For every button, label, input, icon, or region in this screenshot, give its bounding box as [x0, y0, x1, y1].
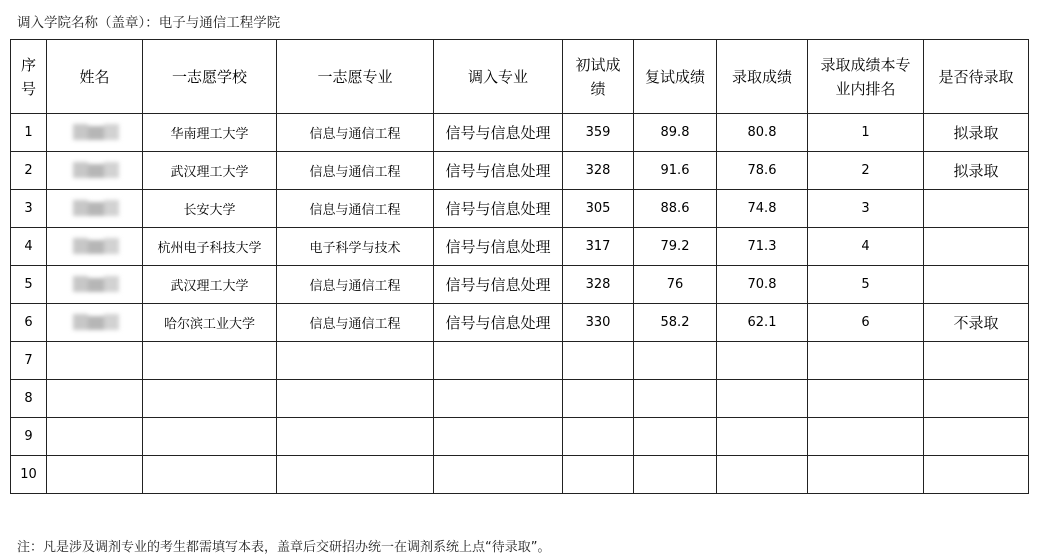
first-choice-major	[277, 418, 434, 456]
redacted-name-mosaic	[73, 124, 119, 142]
name-cell	[47, 152, 143, 190]
table-row	[11, 190, 1029, 228]
row-number: 4	[11, 228, 47, 266]
name-cell	[47, 190, 143, 228]
initial-score: 359	[563, 114, 634, 152]
column-header-line: 姓名	[79, 67, 110, 86]
initial-score: 330	[563, 304, 634, 342]
transfer-major	[434, 456, 563, 494]
admission-score: 78.6	[717, 152, 808, 190]
first-choice-school: 华南理工大学	[143, 114, 277, 152]
admission-status	[924, 380, 1029, 418]
first-choice-major: 信息与通信工程	[277, 152, 434, 190]
admission-status	[924, 418, 1029, 456]
table-row	[11, 266, 1029, 304]
first-choice-major	[277, 342, 434, 380]
name-cell	[47, 266, 143, 304]
column-header	[47, 40, 143, 114]
table-row	[11, 456, 1029, 494]
name-cell	[47, 114, 143, 152]
column-header	[11, 40, 47, 114]
admission-score: 62.1	[717, 304, 808, 342]
admission-score: 80.8	[717, 114, 808, 152]
column-header-line: 业内排名	[835, 79, 896, 98]
table-row	[11, 380, 1029, 418]
document-header: 调入学院名称（盖章）：电子与通信工程学院	[17, 15, 281, 31]
retest-score: 76	[634, 266, 717, 304]
admission-status	[924, 456, 1029, 494]
first-choice-school: 武汉理工大学	[143, 266, 277, 304]
first-choice-school	[143, 380, 277, 418]
first-choice-school	[143, 418, 277, 456]
transfer-major	[434, 342, 563, 380]
column-header	[808, 40, 924, 114]
retest-score: 79.2	[634, 228, 717, 266]
rank-in-major: 3	[808, 190, 924, 228]
first-choice-school	[143, 456, 277, 494]
column-header-line: 号	[20, 79, 36, 98]
column-header	[434, 40, 563, 114]
retest-score	[634, 456, 717, 494]
name-cell	[47, 380, 143, 418]
first-choice-major: 信息与通信工程	[277, 304, 434, 342]
initial-score	[563, 456, 634, 494]
first-choice-major: 信息与通信工程	[277, 266, 434, 304]
admission-score: 70.8	[717, 266, 808, 304]
redacted-name-mosaic	[73, 276, 119, 294]
admission-status	[924, 266, 1029, 304]
admission-score	[717, 342, 808, 380]
first-choice-school: 武汉理工大学	[143, 152, 277, 190]
table-body	[11, 114, 1029, 494]
rank-in-major	[808, 380, 924, 418]
column-header-line: 调入专业	[467, 67, 528, 86]
admission-status: 拟录取	[924, 152, 1029, 190]
redacted-name-mosaic	[73, 314, 119, 332]
transfer-major: 信号与信息处理	[434, 304, 563, 342]
name-cell	[47, 304, 143, 342]
first-choice-school: 长安大学	[143, 190, 277, 228]
column-header-line: 序	[20, 55, 36, 74]
admission-score: 74.8	[717, 190, 808, 228]
initial-score	[563, 342, 634, 380]
table-row	[11, 304, 1029, 342]
admission-status	[924, 190, 1029, 228]
column-header-line: 一志愿专业	[317, 67, 393, 86]
column-header	[563, 40, 634, 114]
rank-in-major: 5	[808, 266, 924, 304]
redacted-name-mosaic	[73, 200, 119, 218]
retest-score: 91.6	[634, 152, 717, 190]
row-number: 5	[11, 266, 47, 304]
row-number: 6	[11, 304, 47, 342]
transfer-major: 信号与信息处理	[434, 228, 563, 266]
column-header-line: 录取成绩	[731, 67, 792, 86]
transfer-major: 信号与信息处理	[434, 114, 563, 152]
first-choice-school: 哈尔滨工业大学	[143, 304, 277, 342]
column-header	[924, 40, 1029, 114]
admission-status	[924, 228, 1029, 266]
table-row	[11, 342, 1029, 380]
first-choice-school: 杭州电子科技大学	[143, 228, 277, 266]
row-number: 7	[11, 342, 47, 380]
table-row	[11, 418, 1029, 456]
transfer-major: 信号与信息处理	[434, 266, 563, 304]
column-header	[634, 40, 717, 114]
table-row	[11, 114, 1029, 152]
table-row	[11, 228, 1029, 266]
first-choice-major: 信息与通信工程	[277, 190, 434, 228]
admission-score: 71.3	[717, 228, 808, 266]
first-choice-major	[277, 456, 434, 494]
admission-status	[924, 342, 1029, 380]
column-header-line: 录取成绩本专	[820, 55, 911, 74]
retest-score: 88.6	[634, 190, 717, 228]
column-header-line: 初试成	[575, 55, 621, 74]
name-cell	[47, 228, 143, 266]
admission-status: 拟录取	[924, 114, 1029, 152]
column-header	[717, 40, 808, 114]
first-choice-major	[277, 380, 434, 418]
admission-table	[10, 39, 1029, 494]
rank-in-major	[808, 456, 924, 494]
rank-in-major: 1	[808, 114, 924, 152]
rank-in-major: 4	[808, 228, 924, 266]
transfer-major	[434, 380, 563, 418]
row-number: 2	[11, 152, 47, 190]
retest-score	[634, 418, 717, 456]
table-header-row	[11, 40, 1029, 114]
column-header	[277, 40, 434, 114]
name-cell	[47, 456, 143, 494]
column-header-line: 一志愿学校	[171, 67, 247, 86]
name-cell	[47, 418, 143, 456]
initial-score: 328	[563, 266, 634, 304]
retest-score: 89.8	[634, 114, 717, 152]
name-cell	[47, 342, 143, 380]
first-choice-major: 电子科学与技术	[277, 228, 434, 266]
retest-score	[634, 380, 717, 418]
transfer-major: 信号与信息处理	[434, 190, 563, 228]
row-number: 8	[11, 380, 47, 418]
column-header-line: 是否待录取	[938, 67, 1014, 86]
rank-in-major	[808, 342, 924, 380]
row-number: 9	[11, 418, 47, 456]
column-header	[143, 40, 277, 114]
column-header-line: 绩	[590, 79, 606, 98]
footnote: 注：凡是涉及调剂专业的考生都需填写本表，盖章后交研招办统一在调剂系统上点“待录取”。	[17, 540, 551, 555]
row-number: 3	[11, 190, 47, 228]
transfer-major	[434, 418, 563, 456]
initial-score: 317	[563, 228, 634, 266]
initial-score: 305	[563, 190, 634, 228]
table-row	[11, 152, 1029, 190]
redacted-name-mosaic	[73, 238, 119, 256]
retest-score: 58.2	[634, 304, 717, 342]
transfer-major: 信号与信息处理	[434, 152, 563, 190]
admission-score	[717, 418, 808, 456]
first-choice-major: 信息与通信工程	[277, 114, 434, 152]
row-number: 1	[11, 114, 47, 152]
initial-score: 328	[563, 152, 634, 190]
rank-in-major: 6	[808, 304, 924, 342]
admission-score	[717, 456, 808, 494]
admission-score	[717, 380, 808, 418]
redacted-name-mosaic	[73, 162, 119, 180]
rank-in-major: 2	[808, 152, 924, 190]
row-number: 10	[11, 456, 47, 494]
column-header-line: 复试成绩	[644, 67, 705, 86]
initial-score	[563, 380, 634, 418]
rank-in-major	[808, 418, 924, 456]
retest-score	[634, 342, 717, 380]
admission-status: 不录取	[924, 304, 1029, 342]
first-choice-school	[143, 342, 277, 380]
initial-score	[563, 418, 634, 456]
